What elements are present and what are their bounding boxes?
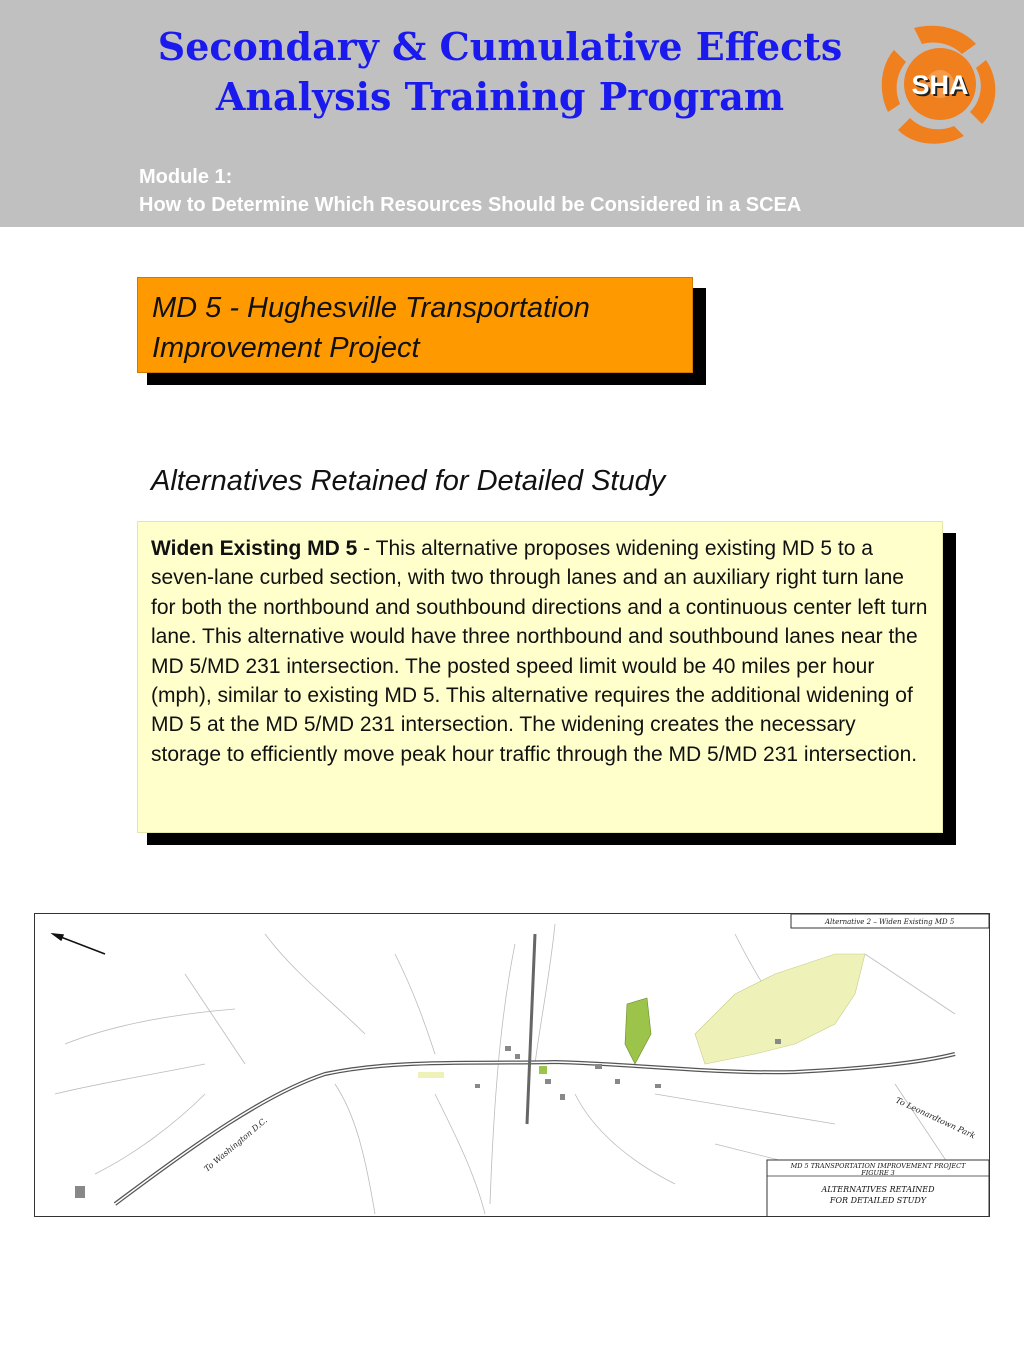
map-header-label: Alternative 2 – Widen Existing MD 5 bbox=[825, 918, 955, 926]
module-line1: Module 1: bbox=[139, 166, 233, 188]
project-title-box bbox=[137, 277, 693, 373]
title-block-line2: FIGURE 3 bbox=[861, 1169, 895, 1177]
header-banner bbox=[0, 0, 1024, 227]
alignment-map-figure bbox=[34, 913, 990, 1217]
module-line2: How to Determine Which Resources Should be Considered in a SCEA bbox=[139, 194, 802, 216]
project-title-line1: MD 5 - Hughesville Transportation bbox=[152, 292, 590, 324]
page-title bbox=[120, 22, 880, 122]
page-title-line1: Secondary & Cumulative Effects bbox=[157, 24, 843, 69]
logo-text: SHA bbox=[911, 70, 969, 100]
title-block-line1: MD 5 TRANSPORTATION IMPROVEMENT PROJECT bbox=[790, 1162, 966, 1170]
to-leonardtown-label: To Leonardtown Park bbox=[894, 1095, 977, 1141]
description-heading: Widen Existing MD 5 bbox=[151, 537, 358, 560]
parcel-green bbox=[625, 998, 651, 1064]
module-subtitle bbox=[139, 163, 801, 219]
description-body: This alternative proposes widening existing MD 5 to a seven-lane curbed section, with two through lanes and an auxiliary right turn lane for both the northbound and southbound directions and a continuous center left turn lane. This alternative would have three northbound and southbound lanes near the MD 5/MD 231 intersection. The posted speed limit would be 40 miles per hour (mph), similar to existing MD 5. This alternative requires the additional widening of MD 5 at the MD 5/MD 231 intersection. The widening creates the necessary storage to efficiently move peak hour traffic through the MD 5/MD 231 intersection. bbox=[151, 537, 928, 766]
title-block-line4: FOR DETAILED STUDY bbox=[829, 1196, 927, 1205]
description-box bbox=[137, 521, 943, 833]
to-washington-label: To Washington D.C. bbox=[202, 1115, 269, 1174]
parcel-yellow-small bbox=[418, 1072, 444, 1078]
sha-logo bbox=[878, 20, 1002, 150]
parcel-yellow-large bbox=[695, 954, 865, 1064]
section-subtitle: Alternatives Retained for Detailed Study bbox=[151, 465, 666, 497]
page-title-line2: Analysis Training Program bbox=[215, 74, 785, 119]
description-separator: - bbox=[357, 537, 376, 560]
project-title-line2: Improvement Project bbox=[152, 332, 420, 364]
north-arrow-icon bbox=[53, 934, 105, 954]
md231-road bbox=[527, 934, 535, 1124]
alignment-map-drawing bbox=[35, 914, 990, 1217]
title-block-line3: ALTERNATIVES RETAINED bbox=[821, 1185, 935, 1194]
parcel-green-small bbox=[539, 1066, 547, 1074]
